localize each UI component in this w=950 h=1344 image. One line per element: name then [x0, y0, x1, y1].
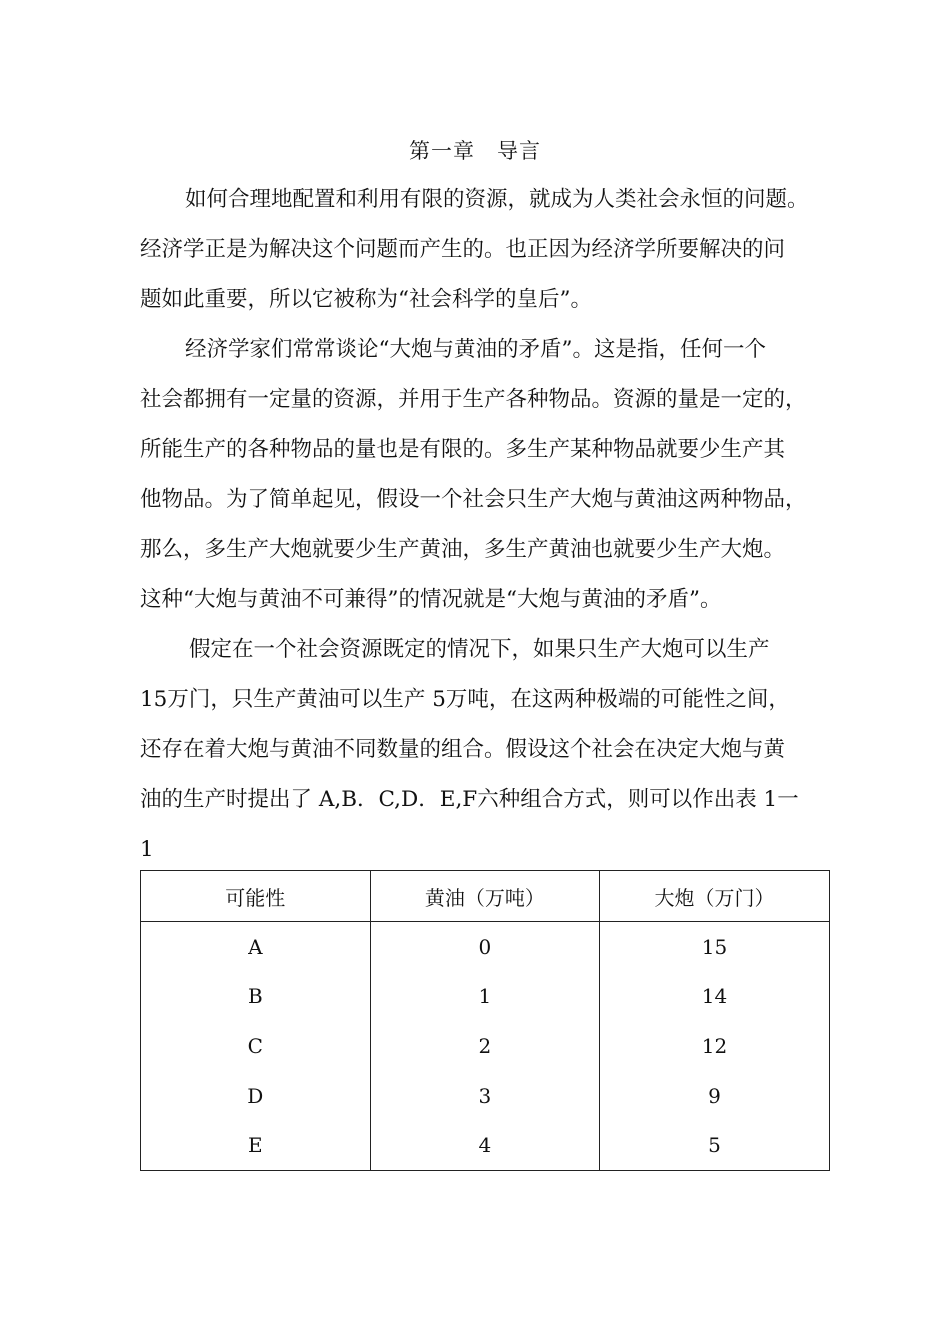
- paragraph-line: 他物品。为了简单起见，假设一个社会只生产大炮与黄油这两种物品，: [140, 487, 807, 512]
- cell-butter: 2: [370, 1021, 600, 1071]
- paragraph-line: 还存在着大炮与黄油不同数量的组合。假设这个社会在决定大炮与黄: [140, 737, 786, 762]
- paragraph-line: 这种“大炮与黄油不可兼得”的情况就是“大炮与黄油的矛盾”。: [140, 587, 722, 612]
- paragraph-line: 所能生产的各种物品的量也是有限的。多生产某种物品就要少生产其: [140, 437, 786, 462]
- column-header-butter: 黄油（万吨）: [370, 871, 600, 922]
- table-row: [141, 922, 830, 972]
- paragraph-line: 经济学正是为解决这个问题而产生的。也正因为经济学所要解决的问: [140, 237, 786, 262]
- table-row: [141, 1120, 830, 1170]
- possibility-table: [140, 870, 830, 1171]
- paragraph-line: 假定在一个社会资源既定的情况下，如果只生产大炮可以生产: [189, 637, 770, 662]
- paragraph-line: 经济学家们常常谈论“大炮与黄油的矛盾”。这是指，任何一个: [185, 337, 766, 362]
- cell-cannon: 14: [600, 972, 830, 1022]
- cell-butter: 3: [370, 1071, 600, 1121]
- chapter-title: 第一章 导言: [409, 139, 541, 163]
- paragraph-line: 题如此重要，所以它被称为“社会科学的皇后”。: [140, 287, 592, 312]
- cell-possibility: D: [141, 1071, 371, 1121]
- table-row: [141, 972, 830, 1022]
- table-row: [141, 1071, 830, 1121]
- cell-possibility: E: [141, 1120, 371, 1170]
- cell-butter: 4: [370, 1120, 600, 1170]
- paragraph-line: 15万门，只生产黄油可以生产 5万吨，在这两种极端的可能性之间，: [140, 687, 790, 712]
- column-header-possibility: 可能性: [141, 871, 371, 922]
- column-header-cannon: 大炮（万门）: [600, 871, 830, 922]
- cell-possibility: A: [141, 922, 371, 972]
- cell-butter: 1: [370, 972, 600, 1022]
- paragraph-line: 那么，多生产大炮就要少生产黄油，多生产黄油也就要少生产大炮。: [140, 537, 786, 562]
- cell-butter: 0: [370, 922, 600, 972]
- paragraph-line: 如何合理地配置和利用有限的资源，就成为人类社会永恒的问题。: [185, 187, 809, 212]
- table-row: [141, 1021, 830, 1071]
- cell-cannon: 15: [600, 922, 830, 972]
- table-header-row: [141, 871, 830, 922]
- cell-cannon: 9: [600, 1071, 830, 1121]
- cell-cannon: 5: [600, 1120, 830, 1170]
- cell-cannon: 12: [600, 1021, 830, 1071]
- paragraph-line: 油的生产时提出了 A,B．C,D．E,F六种组合方式，则可以作出表 1一: [140, 787, 799, 812]
- paragraph-line: 社会都拥有一定量的资源，并用于生产各种物品。资源的量是一定的，: [140, 387, 807, 412]
- cell-possibility: B: [141, 972, 371, 1022]
- paragraph-line: 1: [140, 837, 154, 862]
- cell-possibility: C: [141, 1021, 371, 1071]
